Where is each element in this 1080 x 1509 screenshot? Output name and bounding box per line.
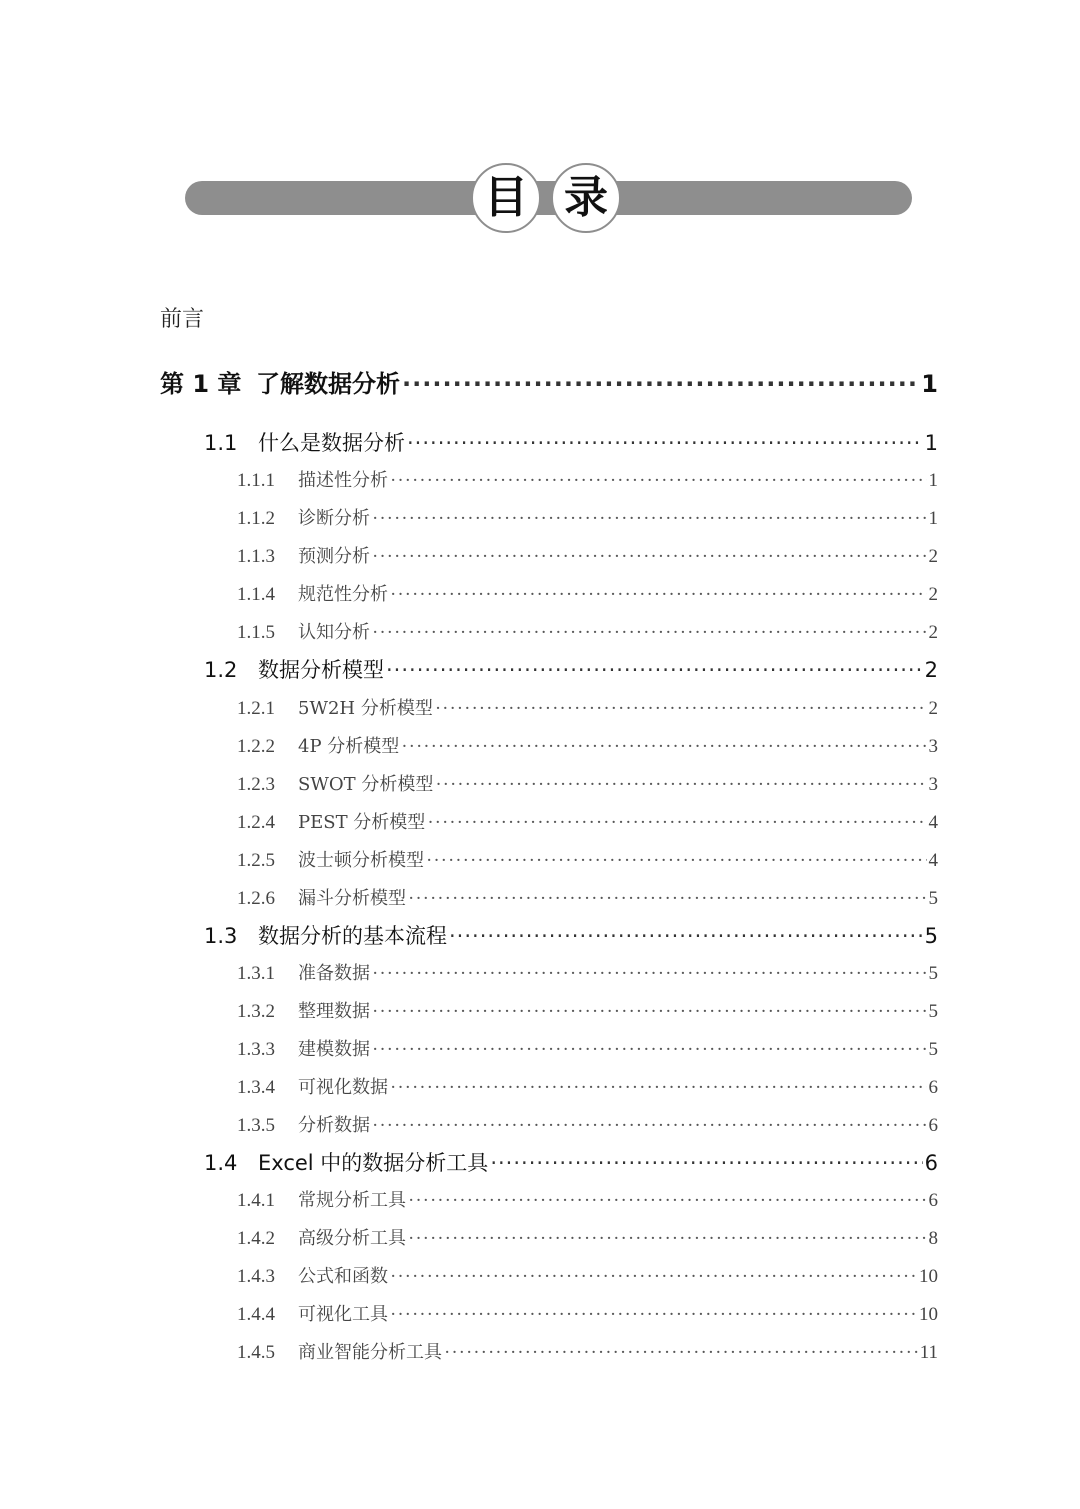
subsection-page: 5 [928,1039,938,1060]
subsection-number: 1.3.2 [237,1001,275,1022]
leader-dots [372,546,927,568]
chapter-title: 了解数据分析 [256,370,400,398]
subsection-number: 1.1.1 [237,470,275,491]
subsection-page: 11 [919,1342,938,1363]
toc-subsection[interactable] [237,997,938,1023]
subsection-number: 1.3.1 [237,963,275,984]
toc-subsection[interactable] [237,770,938,796]
section-number: 1.2 [204,658,238,682]
subsection-title: 4P 分析模型 [298,736,400,757]
leader-dots [372,1115,927,1137]
subsection-number: 1.1.3 [237,546,275,567]
toc-section[interactable] [204,654,938,684]
subsection-number: 1.3.3 [237,1039,275,1060]
subsection-title: PEST 分析模型 [298,812,426,833]
section-page: 6 [924,1151,938,1175]
subsection-page: 5 [928,888,938,909]
toc-chapter-1[interactable] [160,364,938,399]
toc-subsection[interactable] [237,1224,938,1250]
subsection-page: 1 [928,508,938,529]
leader-dots [449,924,923,948]
toc-subsection[interactable] [237,580,938,606]
leader-dots [426,850,927,872]
leader-dots [390,1266,917,1288]
section-number: 1.4 [204,1151,238,1175]
toc-subsection[interactable] [237,694,938,720]
leader-dots [427,812,926,834]
leader-dots [490,1151,922,1175]
leader-dots [435,774,926,796]
toc-subsection[interactable] [237,1338,938,1364]
subsection-number: 1.2.4 [237,812,275,833]
subsection-number: 1.4.5 [237,1342,275,1363]
toc-subsection[interactable] [237,466,938,492]
section-title: 什么是数据分析 [258,431,405,455]
subsection-title: 高级分析工具 [298,1228,406,1249]
toc-subsection[interactable] [237,732,938,758]
leader-dots [390,1304,917,1326]
subsection-title: 商业智能分析工具 [298,1342,442,1363]
subsection-title: 公式和函数 [298,1266,388,1287]
subsection-number: 1.1.2 [237,508,275,529]
toc-subsection[interactable] [237,1262,938,1288]
subsection-number: 1.3.5 [237,1115,275,1136]
subsection-title: 漏斗分析模型 [298,888,406,909]
subsection-page: 2 [928,584,938,605]
subsection-title: 预测分析 [298,546,370,567]
section-title: 数据分析的基本流程 [258,924,447,948]
section-title: Excel 中的数据分析工具 [258,1151,489,1175]
subsection-page: 4 [928,812,938,833]
subsection-number: 1.1.4 [237,584,275,605]
subsection-number: 1.2.6 [237,888,275,909]
leader-dots [372,1039,927,1061]
toc-subsection[interactable] [237,959,938,985]
leader-dots [372,963,927,985]
leader-dots [372,622,927,644]
leader-dots [372,508,927,530]
subsection-page: 2 [928,546,938,567]
leader-dots [390,470,927,492]
preface-entry[interactable]: 前言 [160,307,205,332]
title-char-2: 录 [564,172,608,223]
subsection-title: 准备数据 [298,963,370,984]
toc-subsection[interactable] [237,1300,938,1326]
title-banner [185,181,912,215]
subsection-title: 认知分析 [298,622,370,643]
toc-section[interactable] [204,920,938,950]
subsection-number: 1.1.5 [237,622,275,643]
subsection-title: 规范性分析 [298,584,388,605]
subsection-page: 6 [928,1190,938,1211]
subsection-page: 5 [928,1001,938,1022]
leader-dots [390,1077,927,1099]
subsection-title: 常规分析工具 [298,1190,406,1211]
leader-dots [408,1228,927,1250]
subsection-title: 可视化工具 [298,1304,388,1325]
section-title: 数据分析模型 [258,658,384,682]
toc-section[interactable] [204,427,938,457]
subsection-title: 诊断分析 [298,508,370,529]
section-page: 5 [924,924,938,948]
subsection-page: 6 [928,1115,938,1136]
toc-subsection[interactable] [237,542,938,568]
subsection-page: 10 [919,1266,938,1287]
toc-section[interactable] [204,1147,938,1177]
leader-dots [408,888,927,910]
subsection-title: 分析数据 [298,1115,370,1136]
toc-subsection[interactable] [237,618,938,644]
section-page: 2 [924,658,938,682]
subsection-number: 1.2.3 [237,774,275,795]
leader-dots [435,698,927,720]
leader-dots [401,736,926,758]
section-number: 1.3 [204,924,238,948]
subsection-number: 1.4.3 [237,1266,275,1287]
subsection-number: 1.4.2 [237,1228,275,1249]
toc-subsection[interactable] [237,884,938,910]
chapter-number: 第 1 章 [160,370,242,398]
subsection-title: 建模数据 [298,1039,370,1060]
leader-dots [372,1001,927,1023]
subsection-number: 1.2.1 [237,698,275,719]
toc-subsection[interactable] [237,1111,938,1137]
subsection-page: 4 [928,850,938,871]
toc-subsection[interactable] [237,1073,938,1099]
subsection-title: 描述性分析 [298,470,388,491]
toc-subsection[interactable] [237,504,938,530]
subsection-title: 整理数据 [298,1001,370,1022]
toc-subsection[interactable] [237,1186,938,1212]
subsection-number: 1.4.1 [237,1190,275,1211]
title-circle-2 [551,163,621,233]
subsection-title: SWOT 分析模型 [298,774,434,795]
leader-dots [390,584,927,606]
subsection-number: 1.3.4 [237,1077,275,1098]
leader-dots [407,431,923,455]
subsection-page: 6 [928,1077,938,1098]
title-circle-1 [471,163,541,233]
subsection-page: 1 [928,470,938,491]
subsection-page: 8 [928,1228,938,1249]
section-number: 1.1 [204,431,238,455]
subsection-title: 波士顿分析模型 [298,850,424,871]
leader-dots [402,370,919,398]
title-char-1: 目 [484,172,528,223]
subsection-number: 1.2.5 [237,850,275,871]
toc-subsection[interactable] [237,1035,938,1061]
subsection-page: 2 [928,698,938,719]
leader-dots [444,1342,918,1364]
subsection-page: 3 [928,736,938,757]
toc-subsection[interactable] [237,846,938,872]
leader-dots [408,1190,927,1212]
subsection-page: 10 [919,1304,938,1325]
subsection-title: 5W2H 分析模型 [298,698,433,719]
subsection-page: 2 [928,622,938,643]
subsection-page: 5 [928,963,938,984]
subsection-title: 可视化数据 [298,1077,388,1098]
subsection-number: 1.2.2 [237,736,275,757]
subsection-number: 1.4.4 [237,1304,275,1325]
chapter-page: 1 [921,370,938,398]
subsection-page: 3 [928,774,938,795]
section-page: 1 [924,431,938,455]
toc-subsection[interactable] [237,808,938,834]
leader-dots [386,658,923,682]
